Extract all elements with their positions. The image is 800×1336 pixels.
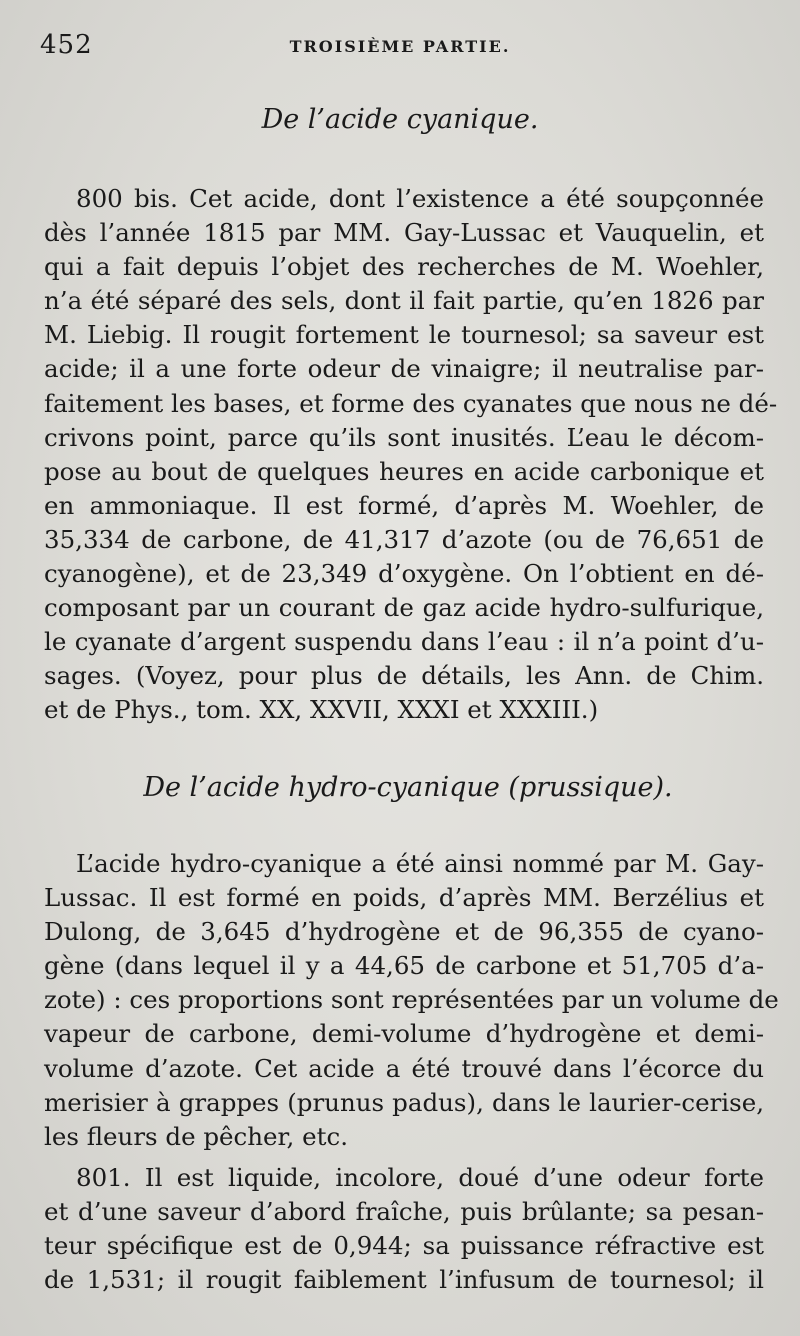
text-line: dès l’année 1815 par MM. Gay-Lussac et Vauquelin, et	[44, 218, 764, 248]
text-line: merisier à grappes (prunus padus), dans le laurier-cerise,	[44, 1087, 764, 1117]
text-line: sages. (Voyez, pour plus de détails, les Ann. de Chim.	[44, 661, 764, 691]
text-line: L’acide hydro-cyanique a été ainsi nommé par M. Gay-	[76, 849, 764, 878]
text-line: n’a été séparé des sels, dont il fait partie, qu’en 1826 par	[44, 286, 764, 316]
text-line: teur spécifique est de 0,944; sa puissance réfractive est	[44, 1231, 764, 1261]
text-line: M. Liebig. Il rougit fortement le tournesol; sa saveur est	[44, 320, 764, 350]
text-line: le cyanate d’argent suspendu dans l’eau : il n’a point d’u-	[44, 627, 764, 657]
paragraph-800-bis	[44, 182, 778, 728]
page-header	[40, 30, 760, 66]
text-line: vapeur de carbone, demi-volume d’hydrogène et demi-	[44, 1019, 764, 1049]
text-line: et d’une saveur d’abord fraîche, puis brûlante; sa pesan-	[44, 1197, 764, 1227]
text-line: volume d’azote. Cet acide a été trouvé dans l’écorce du	[44, 1053, 764, 1083]
text-line: Dulong, de 3,645 d’hydrogène et de 96,355 de cyano-	[44, 917, 764, 947]
text-line: en ammoniaque. Il est formé, d’après M. Woehler, de	[44, 490, 764, 520]
paragraph-801	[44, 1161, 764, 1297]
text-line: 35,334 de carbone, de 41,317 d’azote (ou de 76,651 de	[44, 524, 764, 554]
text-line: de 1,531; il rougit faiblement l’infusum de tournesol; il	[44, 1265, 764, 1295]
text-line: zote) : ces proportions sont représentées par un volume de	[44, 985, 779, 1015]
section-title-cyanic-acid: De l’acide cyanique.	[261, 104, 539, 135]
text-line: gène (dans lequel il y a 44,65 de carbone et 51,705 d’a-	[44, 951, 764, 981]
text-line: pose au bout de quelques heures en acide carbonique et	[44, 456, 764, 486]
text-line: et de Phys., tom. XX, XXVII, XXXI et XXXIII.)	[44, 695, 599, 725]
text-line: crivons point, parce qu’ils sont inusités. L’eau le décom-	[44, 422, 764, 452]
text-line: acide; il a une forte odeur de vinaigre; il neutralise par-	[44, 354, 764, 384]
paragraph-hydrocyanic-intro	[44, 847, 779, 1154]
section-title-hydrocyanic-acid: De l’acide hydro-cyanique (prussique).	[143, 772, 673, 803]
running-head: TROISIÈME PARTIE.	[289, 37, 511, 56]
text-line: faitement les bases, et forme des cyanates que nous ne dé-	[44, 388, 778, 418]
text-line: Lussac. Il est formé en poids, d’après MM. Berzélius et	[44, 883, 764, 913]
page-number: 452	[40, 30, 93, 60]
text-line: qui a fait depuis l’objet des recherches de M. Woehler,	[44, 252, 764, 282]
text-line: 800 bis. Cet acide, dont l’existence a été soupçonnée	[76, 184, 764, 213]
text-line: cyanogène), et de 23,349 d’oxygène. On l’obtient en dé-	[44, 559, 764, 589]
text-line: composant par un courant de gaz acide hydro-sulfurique,	[44, 593, 764, 623]
text-line: 801. Il est liquide, incolore, doué d’une odeur forte	[76, 1163, 764, 1192]
text-line: les fleurs de pêcher, etc.	[44, 1121, 348, 1151]
